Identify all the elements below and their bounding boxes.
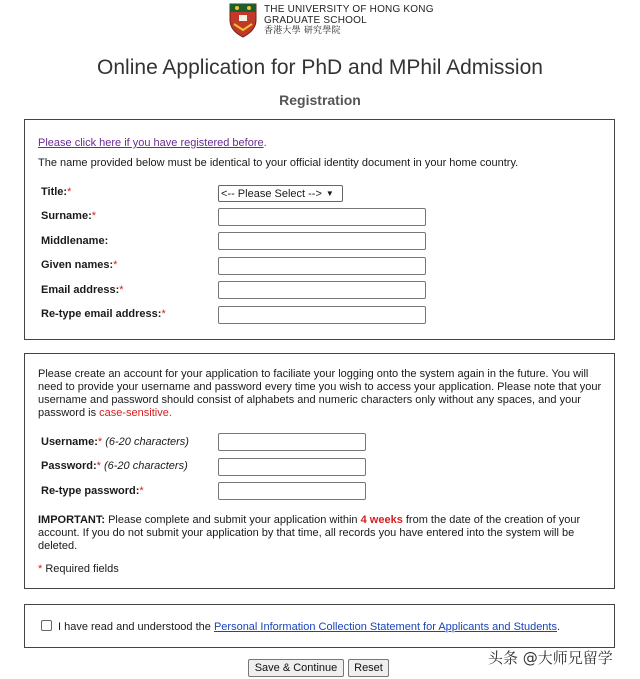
password-input[interactable] [218, 458, 366, 476]
given-names-input[interactable] [218, 257, 426, 275]
email-input[interactable] [218, 281, 426, 299]
password-label: Password:* (6-20 characters) [41, 460, 188, 472]
surname-label: Surname:* [41, 210, 97, 222]
reset-button[interactable]: Reset [348, 659, 389, 677]
middlename-input[interactable] [218, 232, 426, 250]
university-logo [228, 2, 434, 42]
identity-section [24, 119, 615, 340]
retype-email-label: Re-type email address:* [41, 308, 166, 320]
retype-password-label: Re-type password:* [41, 485, 144, 497]
account-section [24, 353, 615, 589]
required-fields-note: * Required fields [38, 563, 119, 575]
given-names-label: Given names:* [41, 259, 118, 271]
identity-notice: The name provided below must be identical to your official identity document in your home country. [38, 157, 519, 169]
privacy-statement-link[interactable]: Personal Information Collection Statement for Applicants and Students [213, 621, 557, 633]
surname-input[interactable] [218, 208, 426, 226]
link-suffix: . [263, 137, 267, 149]
school-name: GRADUATE SCHOOL [264, 15, 367, 26]
chevron-down-icon: ▼ [325, 189, 334, 198]
university-crest-icon [228, 2, 258, 38]
deadline-weeks: 4 weeks [360, 514, 403, 526]
email-label: Email address:* [41, 284, 124, 296]
page-title: Online Application for PhD and MPhil Admission [97, 56, 543, 79]
account-intro: Please create an account for your application to faciliate your logging onto the system again in the future. You will need to provide your username and password every time you wish to access your application. Please note that your username and password should consist of alphabets and numeric characters only without any spaces, and your password is case-sensitive. [38, 368, 602, 419]
retype-email-input[interactable] [218, 306, 426, 324]
title-select-value: <-- Please Select --> [221, 187, 322, 200]
save-continue-button[interactable]: Save & Continue [248, 659, 344, 677]
university-name: THE UNIVERSITY OF HONG KONG [264, 4, 434, 15]
registered-link-row [38, 133, 267, 151]
section-title: Registration [279, 92, 361, 108]
case-sensitive-note: case-sensitive [99, 407, 169, 419]
important-notice: IMPORTANT: Please complete and submit your application within 4 weeks from the date of the creation of your account. If you do not submit your application by that time, all records you have entered into the system will be deleted. [38, 514, 581, 552]
username-input[interactable] [218, 433, 366, 451]
registered-before-link[interactable]: Please click here if you have registered before [38, 137, 264, 149]
retype-password-input[interactable] [218, 482, 366, 500]
watermark: 头条 @大师兄留学 [488, 649, 613, 667]
username-label: Username:* (6-20 characters) [41, 436, 189, 448]
consent-checkbox[interactable] [41, 620, 52, 631]
university-name-chinese: 香港大學 研究學院 [264, 26, 341, 36]
title-label: Title:* [41, 186, 72, 198]
title-select[interactable] [218, 185, 343, 202]
middlename-label: Middlename: [41, 235, 109, 247]
consent-text: I have read and understood the Personal Information Collection Statement for Applicants and Students. [58, 621, 561, 633]
consent-section [24, 604, 615, 648]
